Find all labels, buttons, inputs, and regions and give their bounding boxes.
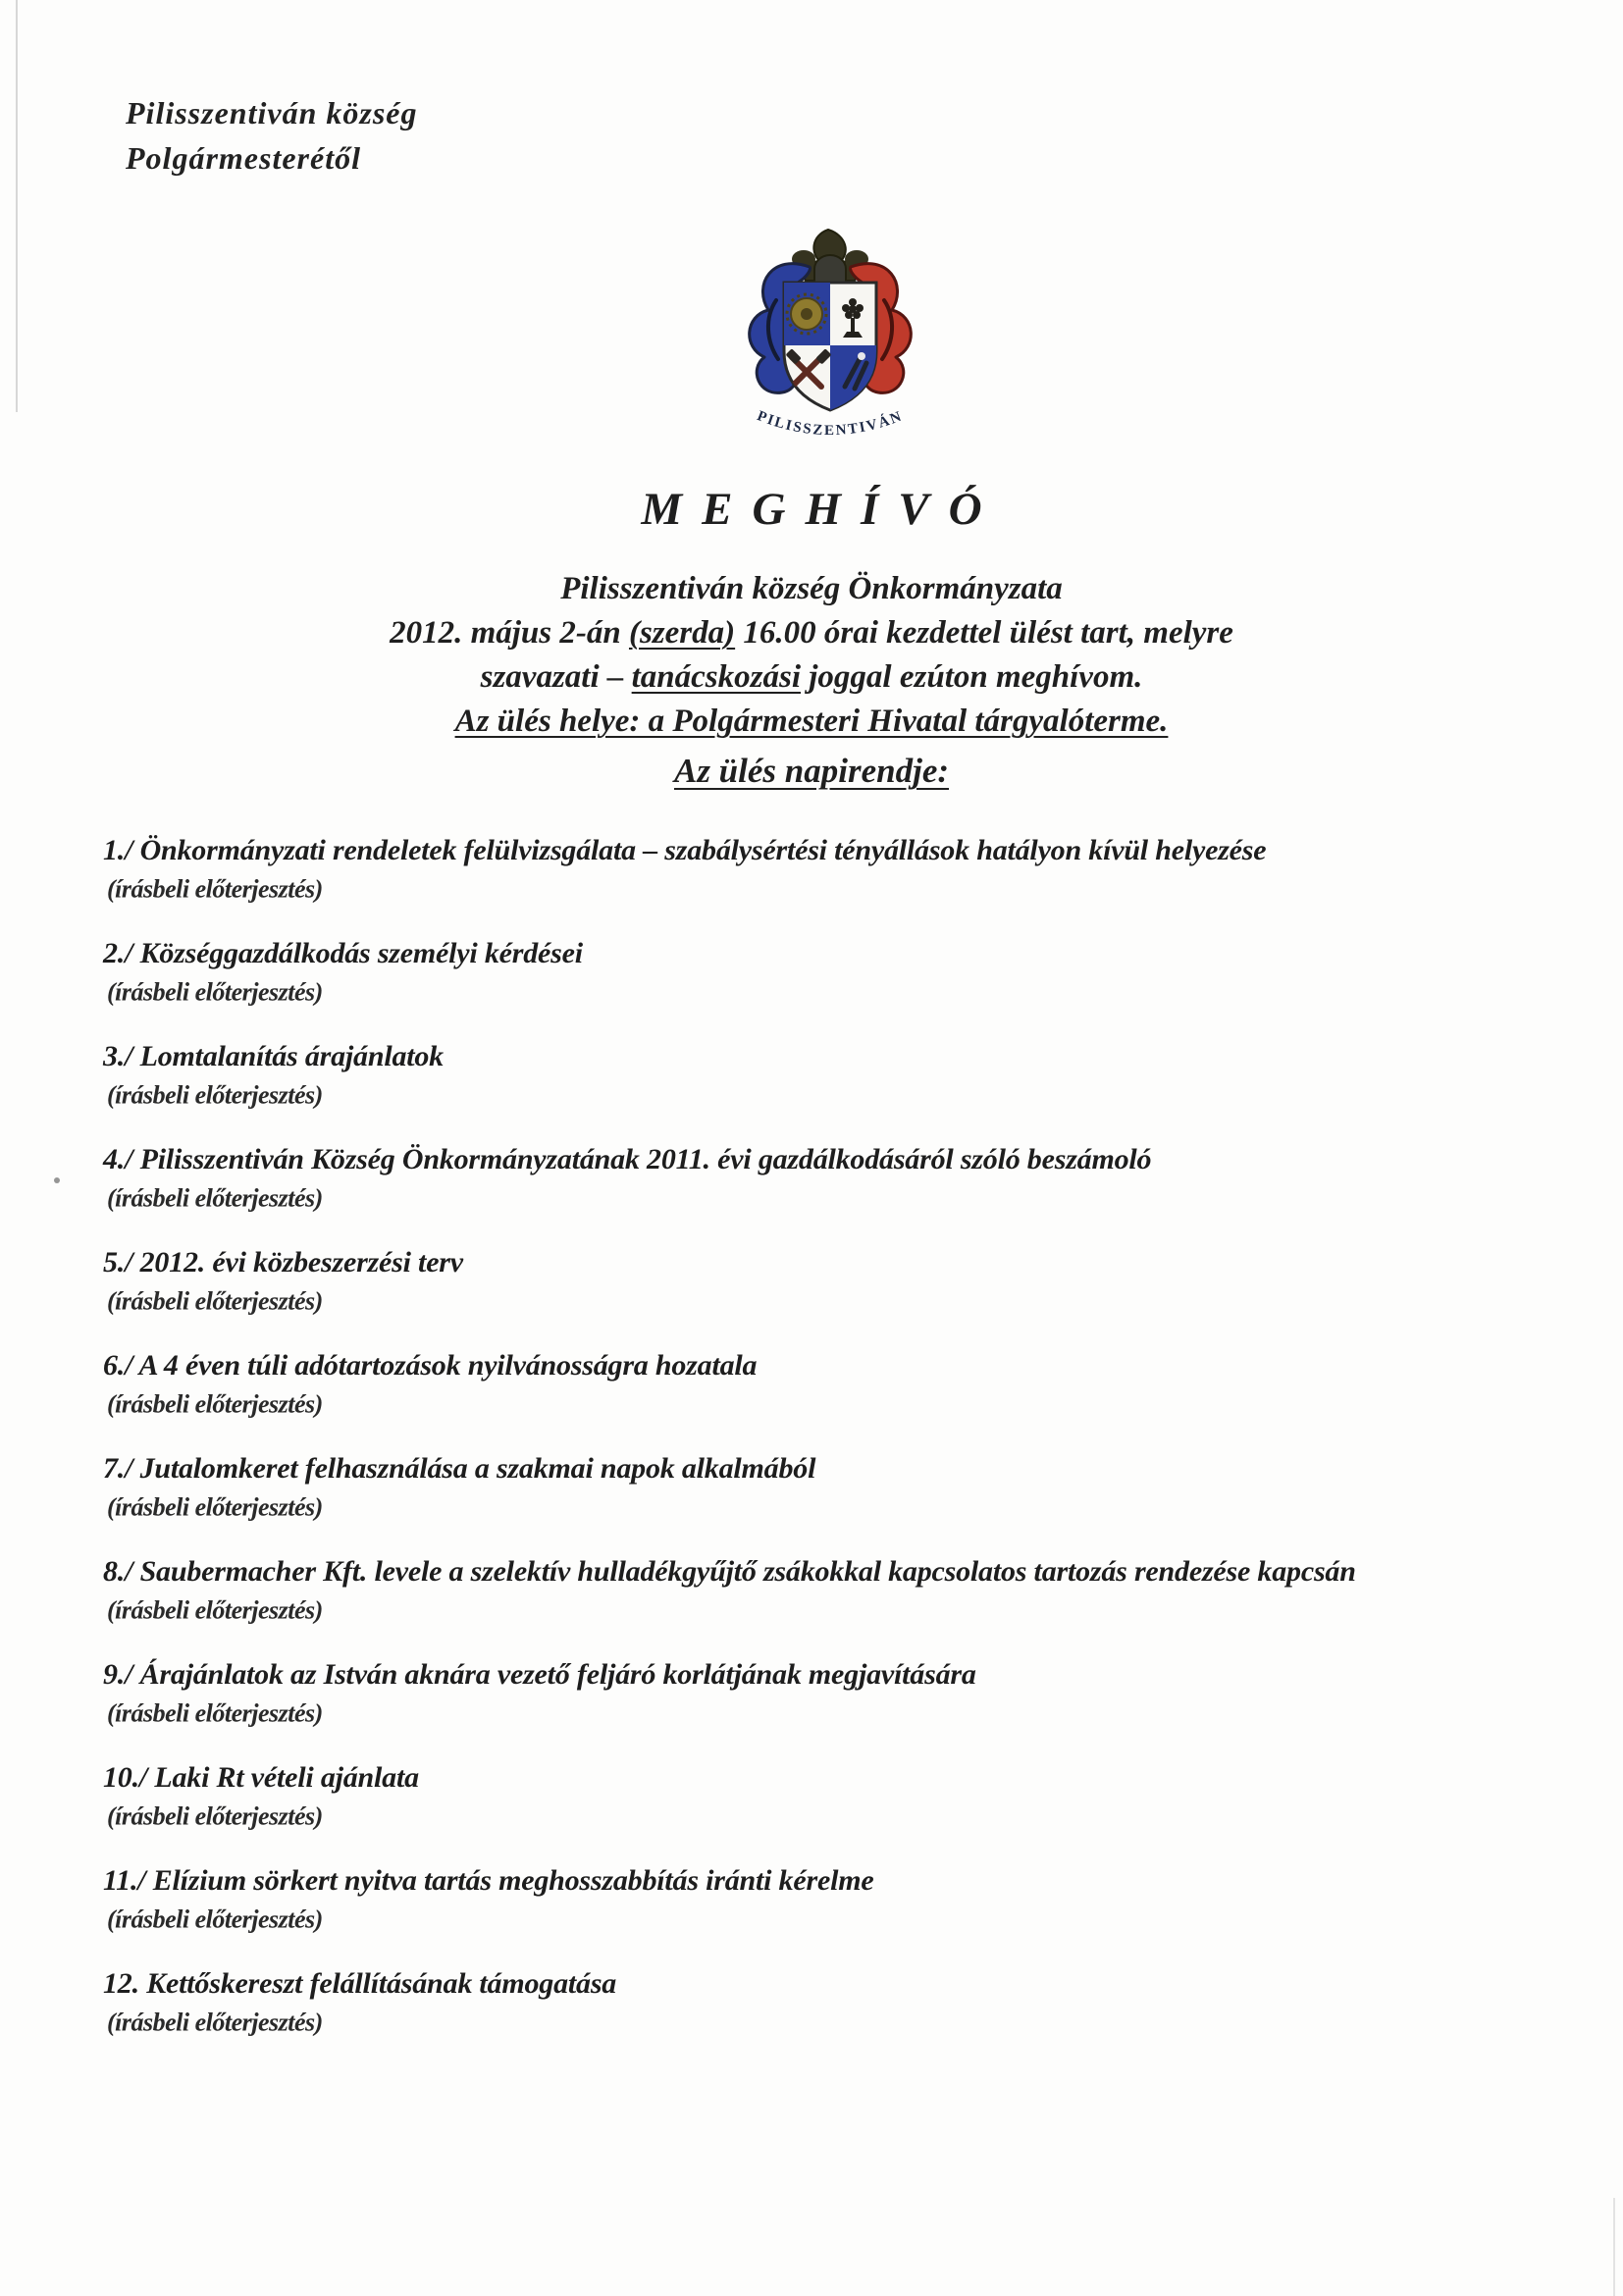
agenda-item-title-line bbox=[103, 1757, 1580, 1799]
agenda-item-number: 4./ bbox=[103, 1143, 133, 1175]
agenda-item-title: Kettőskereszt felállításának támogatása bbox=[146, 1967, 617, 2000]
agenda-item bbox=[103, 1036, 1580, 1113]
agenda-item-title: Lomtalanítás árajánlatok bbox=[139, 1040, 444, 1072]
agenda-item-number: 5./ bbox=[103, 1246, 133, 1278]
agenda-item-note: (írásbeli előterjesztés) bbox=[107, 1905, 323, 1934]
agenda-item-title-line bbox=[103, 1036, 1580, 1077]
document-title: MEGHÍVÓ bbox=[641, 484, 1002, 535]
svg-text:PILISSZENTIVÁN bbox=[755, 408, 905, 439]
agenda-item-note: (írásbeli előterjesztés) bbox=[107, 1492, 323, 1522]
intro-rights-line: szavazati – tanácskozási joggal ezúton meghívom. bbox=[480, 659, 1143, 695]
agenda-item-note: (írásbeli előterjesztés) bbox=[107, 977, 323, 1007]
agenda-item bbox=[103, 1757, 1580, 1834]
agenda-item-title: Saubermacher Kft. levele a szelektív hulladékgyűjtő zsákokkal kapcsolatos tartozás rendezése kapcsán bbox=[139, 1555, 1356, 1588]
agenda-item-number: 10./ bbox=[103, 1761, 148, 1794]
agenda-item-title-line bbox=[103, 933, 1580, 974]
scan-artifact-dot bbox=[54, 1177, 60, 1183]
agenda-item-note: (írásbeli előterjesztés) bbox=[107, 1183, 323, 1213]
agenda-item bbox=[103, 1242, 1580, 1319]
coat-of-arms bbox=[714, 224, 946, 445]
agenda-item-title-line bbox=[103, 1139, 1580, 1180]
sender-line2: Polgármesterétől bbox=[126, 140, 361, 176]
agenda-item-title-line bbox=[103, 1654, 1580, 1696]
agenda-item-title: 2012. évi közbeszerzési terv bbox=[139, 1246, 463, 1278]
agenda-item-title: Pilisszentiván Község Önkormányzatának 2011. évi gazdálkodásáról szóló beszámoló bbox=[139, 1143, 1152, 1175]
agenda-item-number: 12. bbox=[103, 1967, 139, 2000]
agenda-item-number: 7./ bbox=[103, 1452, 133, 1485]
agenda-item-note: (írásbeli előterjesztés) bbox=[107, 1595, 323, 1625]
sender-line1: Pilisszentiván község bbox=[126, 95, 418, 130]
agenda-item bbox=[103, 1654, 1580, 1731]
agenda-item-note: (írásbeli előterjesztés) bbox=[107, 1801, 323, 1831]
agenda-item-note: (írásbeli előterjesztés) bbox=[107, 1389, 323, 1419]
agenda-item-title-line bbox=[103, 1448, 1580, 1489]
agenda-item-title-line bbox=[103, 1345, 1580, 1386]
agenda-item bbox=[103, 1963, 1580, 2040]
agenda-item-title: A 4 éven túli adótartozások nyilvánosságra hozatala bbox=[138, 1349, 758, 1382]
agenda-item-number: 3./ bbox=[103, 1040, 133, 1072]
agenda-item-note: (írásbeli előterjesztés) bbox=[107, 874, 323, 904]
intro-date-line: 2012. május 2-án (szerda) 16.00 órai kezdettel ülést tart, melyre bbox=[390, 615, 1233, 651]
agenda-item-number: 8./ bbox=[103, 1555, 133, 1588]
intro-location-line: Az ülés helye: a Polgármesteri Hivatal tárgyalóterme. bbox=[454, 704, 1169, 739]
scan-artifact-left-edge bbox=[16, 0, 18, 412]
coat-of-arms-icon bbox=[714, 224, 946, 445]
scan-artifact-right-edge bbox=[1613, 2198, 1615, 2296]
agenda-item-title: Laki Rt vételi ajánlata bbox=[154, 1761, 419, 1794]
agenda-item-number: 11./ bbox=[103, 1864, 146, 1897]
agenda-item bbox=[103, 1860, 1580, 1937]
agenda-item-title: Elízium sörkert nyitva tartás meghosszabbítás iránti kérelme bbox=[152, 1864, 874, 1897]
agenda-item-title-line bbox=[103, 1551, 1580, 1592]
intro-block bbox=[0, 567, 1623, 744]
agenda-item-title-line bbox=[103, 1860, 1580, 1902]
sender-block bbox=[126, 90, 417, 181]
agenda-item-note: (írásbeli előterjesztés) bbox=[107, 1080, 323, 1110]
agenda-item bbox=[103, 1551, 1580, 1628]
agenda-item-title-line bbox=[103, 1963, 1580, 2005]
agenda-item-number: 9./ bbox=[103, 1658, 133, 1691]
agenda-item-number: 1./ bbox=[103, 834, 133, 866]
agenda-heading: Az ülés napirendje: bbox=[673, 752, 950, 790]
intro-rights-underlined: tanácskozási bbox=[631, 659, 802, 695]
agenda-item bbox=[103, 1139, 1580, 1216]
agenda-item bbox=[103, 1345, 1580, 1422]
agenda-item-note: (írásbeli előterjesztés) bbox=[107, 2008, 323, 2037]
agenda-list bbox=[103, 830, 1580, 2066]
agenda-item bbox=[103, 933, 1580, 1010]
agenda-item-number: 2./ bbox=[103, 937, 133, 969]
agenda-item-title: Községgazdálkodás személyi kérdései bbox=[139, 937, 583, 969]
agenda-item-title-line bbox=[103, 830, 1580, 871]
agenda-item bbox=[103, 1448, 1580, 1525]
agenda-item bbox=[103, 830, 1580, 907]
intro-org-line: Pilisszentiván község Önkormányzata bbox=[560, 571, 1063, 606]
agenda-item-note: (írásbeli előterjesztés) bbox=[107, 1698, 323, 1728]
agenda-item-note: (írásbeli előterjesztés) bbox=[107, 1286, 323, 1316]
agenda-item-number: 6./ bbox=[103, 1349, 133, 1382]
agenda-item-title: Árajánlatok az István aknára vezető feljáró korlátjának megjavítására bbox=[139, 1658, 976, 1691]
agenda-item-title: Önkormányzati rendeletek felülvizsgálata – szabálysértési tényállások hatályon kívül helyezése bbox=[139, 834, 1267, 866]
crest-caption: PILISSZENTIVÁN bbox=[755, 408, 906, 440]
intro-date-underlined: (szerda) bbox=[628, 615, 736, 651]
agenda-item-title: Jutalomkeret felhasználása a szakmai napok alkalmából bbox=[139, 1452, 816, 1485]
agenda-item-title-line bbox=[103, 1242, 1580, 1283]
